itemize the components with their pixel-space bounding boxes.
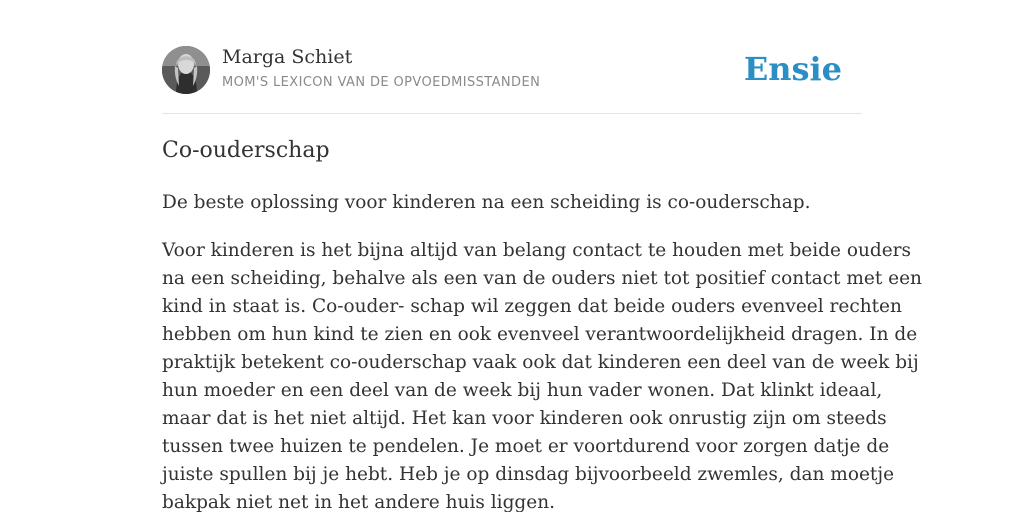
body-line: tussen twee huizen te pendelen. Je moet er voortdurend voor zorgen datje de xyxy=(162,436,890,457)
body-line: praktijk betekent co-ouderschap vaak ook dat kinderen een deel van de week bij xyxy=(162,352,919,373)
body-line: kind in staat is. Co-ouder- schap wil zeggen dat beide ouders evenveel rechten xyxy=(162,296,902,317)
body-line: hun moeder en een deel van de week bij hun vader wonen. Dat klinkt ideaal, xyxy=(162,380,883,401)
body-line: juiste spullen bij je hebt. Heb je op dinsdag bijvoorbeeld zwemles, dan moetje xyxy=(162,464,895,485)
body-line: hebben om hun kind te zien en ook evenveel verantwoordelijkheid dragen. In de xyxy=(162,324,918,345)
page-title: Co-ouderschap xyxy=(162,138,330,163)
body-line: na een scheiding, behalve als een van de ouders niet tot positief contact met een xyxy=(162,268,922,289)
author-portrait-icon xyxy=(162,46,210,94)
body-line: Voor kinderen is het bijna altijd van belang contact te houden met beide ouders xyxy=(162,240,912,261)
body-paragraph xyxy=(162,237,922,512)
avatar[interactable] xyxy=(162,46,210,94)
brand-logo[interactable]: Ensie xyxy=(743,50,842,88)
intro-paragraph: De beste oplossing voor kinderen na een scheiding is co-ouderschap. xyxy=(162,192,811,213)
header xyxy=(162,46,862,96)
collection-title[interactable]: MOM'S LEXICON VAN DE OPVOEDMISSTANDEN xyxy=(222,75,541,90)
body-line: maar dat is het niet altijd. Het kan voor kinderen ook onrustig zijn om steeds xyxy=(162,408,887,429)
body-line: bakpak niet net in het andere huis liggen. xyxy=(162,492,555,512)
header-divider xyxy=(162,113,862,114)
author-name[interactable]: Marga Schiet xyxy=(222,46,353,68)
